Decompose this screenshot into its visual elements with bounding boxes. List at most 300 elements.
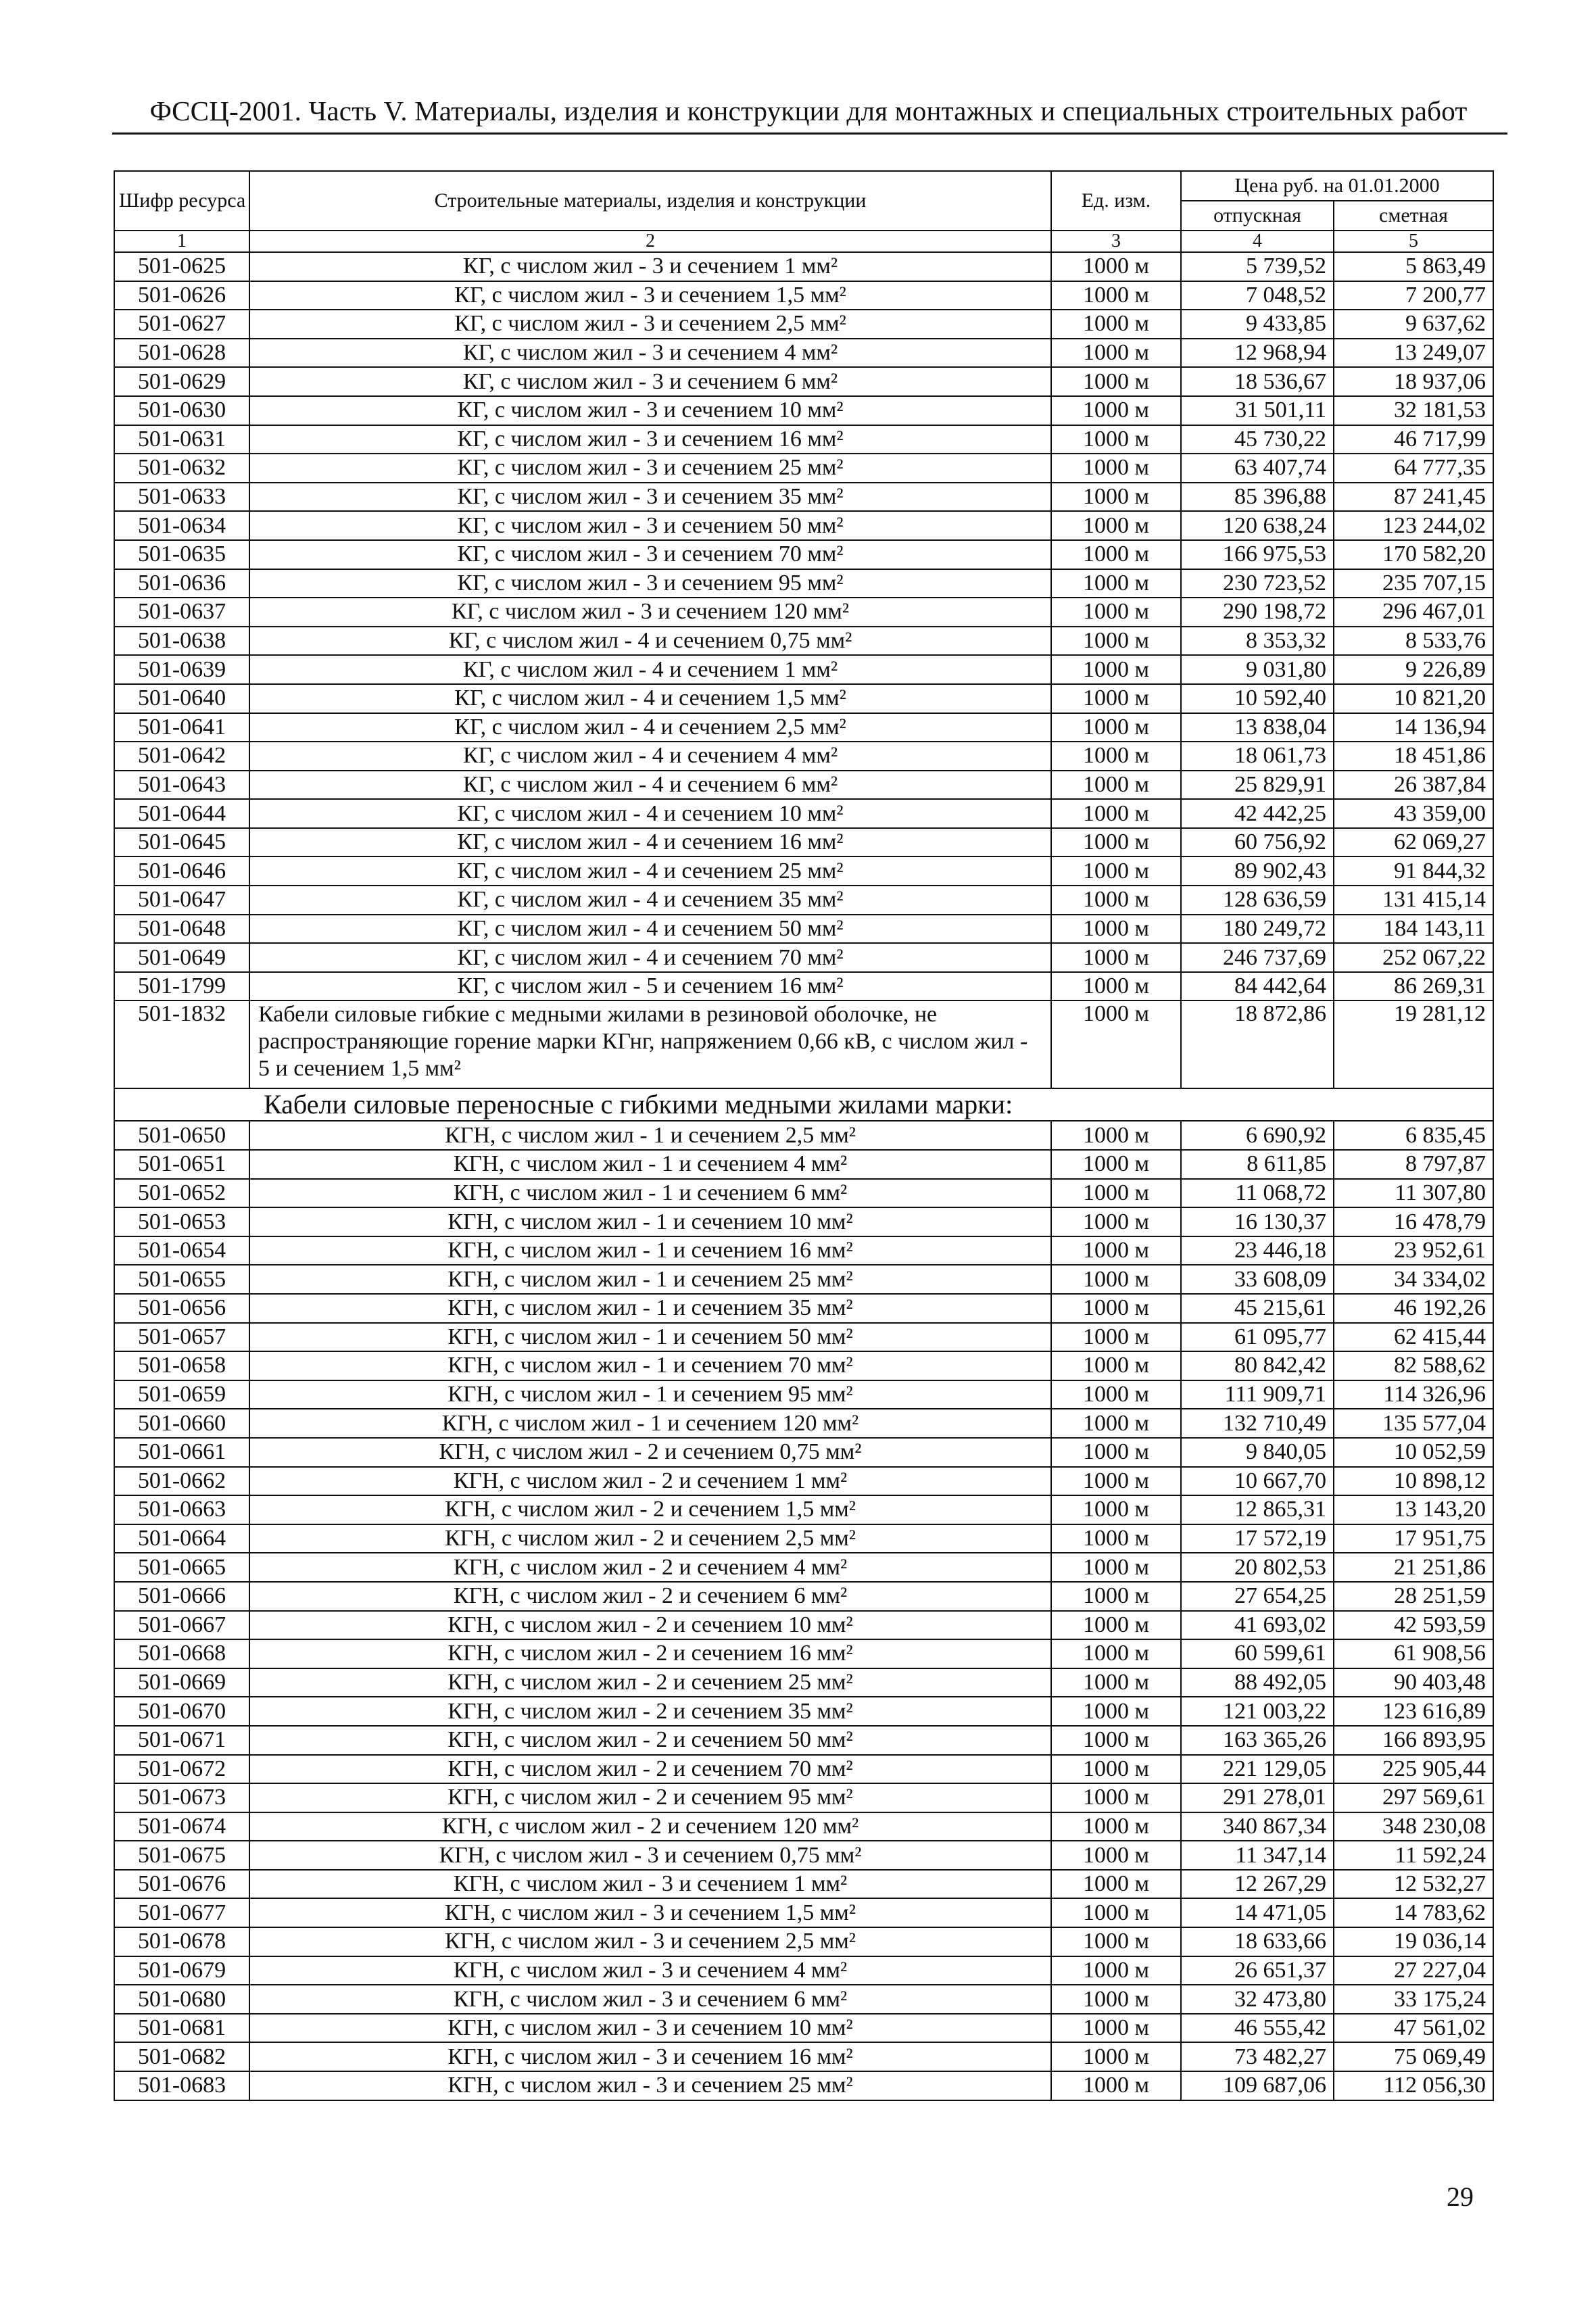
release-price: 45 730,22 xyxy=(1181,425,1334,454)
unit: 1000 м xyxy=(1051,1611,1181,1640)
release-price: 33 608,09 xyxy=(1181,1265,1334,1294)
table-row xyxy=(114,655,1493,684)
estimate-price: 348 230,08 xyxy=(1334,1812,1493,1841)
release-price: 8 611,85 xyxy=(1181,1150,1334,1179)
estimate-price: 235 707,15 xyxy=(1334,569,1493,598)
unit: 1000 м xyxy=(1051,771,1181,800)
release-price: 41 693,02 xyxy=(1181,1611,1334,1640)
release-price: 89 902,43 xyxy=(1181,857,1334,886)
release-price: 6 690,92 xyxy=(1181,1121,1334,1150)
header-release-price: отпускная xyxy=(1181,201,1334,231)
resource-code: 501-0628 xyxy=(114,339,249,368)
release-price: 12 968,94 xyxy=(1181,339,1334,368)
release-price: 11 347,14 xyxy=(1181,1841,1334,1870)
material-name: КГН, с числом жил - 1 и сечением 4 мм² xyxy=(249,1150,1051,1179)
release-price: 121 003,22 xyxy=(1181,1697,1334,1726)
col-number: 1 xyxy=(114,231,249,252)
material-name: КГ, с числом жил - 3 и сечением 1,5 мм² xyxy=(249,281,1051,310)
release-price: 10 592,40 xyxy=(1181,684,1334,713)
release-price: 25 829,91 xyxy=(1181,771,1334,800)
resource-code: 501-0662 xyxy=(114,1467,249,1496)
unit: 1000 м xyxy=(1051,943,1181,972)
unit: 1000 м xyxy=(1051,1150,1181,1179)
material-name: КГН, с числом жил - 2 и сечением 95 мм² xyxy=(249,1783,1051,1812)
table-row xyxy=(114,1870,1493,1899)
material-name: КГН, с числом жил - 2 и сечением 10 мм² xyxy=(249,1611,1051,1640)
material-name: КГ, с числом жил - 4 и сечением 2,5 мм² xyxy=(249,713,1051,742)
estimate-price: 46 717,99 xyxy=(1334,425,1493,454)
estimate-price: 10 821,20 xyxy=(1334,684,1493,713)
resource-code: 501-0633 xyxy=(114,483,249,512)
estimate-price: 8 533,76 xyxy=(1334,627,1493,656)
table-row xyxy=(114,1380,1493,1409)
release-price: 5 739,52 xyxy=(1181,252,1334,281)
release-price: 85 396,88 xyxy=(1181,483,1334,512)
material-name: КГН, с числом жил - 1 и сечением 35 мм² xyxy=(249,1294,1051,1323)
unit: 1000 м xyxy=(1051,1495,1181,1524)
estimate-price: 33 175,24 xyxy=(1334,1985,1493,2014)
resource-code: 501-0643 xyxy=(114,771,249,800)
estimate-price: 47 561,02 xyxy=(1334,2014,1493,2043)
estimate-price: 11 592,24 xyxy=(1334,1841,1493,1870)
estimate-price: 34 334,02 xyxy=(1334,1265,1493,1294)
header-estimate-price: сметная xyxy=(1334,201,1493,231)
resource-code: 501-0653 xyxy=(114,1207,249,1236)
table-row xyxy=(114,2014,1493,2043)
table-row xyxy=(114,1265,1493,1294)
material-name: КГ, с числом жил - 3 и сечением 1 мм² xyxy=(249,252,1051,281)
material-name: КГН, с числом жил - 1 и сечением 70 мм² xyxy=(249,1351,1051,1380)
estimate-price: 61 908,56 xyxy=(1334,1639,1493,1668)
material-name: КГ, с числом жил - 3 и сечением 120 мм² xyxy=(249,598,1051,627)
material-name: КГ, с числом жил - 4 и сечением 35 мм² xyxy=(249,886,1051,915)
release-price: 132 710,49 xyxy=(1181,1409,1334,1438)
material-name: КГН, с числом жил - 3 и сечением 2,5 мм² xyxy=(249,1927,1051,1956)
release-price: 290 198,72 xyxy=(1181,598,1334,627)
unit: 1000 м xyxy=(1051,1179,1181,1208)
resource-code: 501-0630 xyxy=(114,396,249,425)
unit: 1000 м xyxy=(1051,1207,1181,1236)
estimate-price: 9 637,62 xyxy=(1334,310,1493,339)
estimate-price: 19 281,12 xyxy=(1334,1000,1493,1088)
unit: 1000 м xyxy=(1051,828,1181,857)
resource-code: 501-0664 xyxy=(114,1524,249,1553)
release-price: 84 442,64 xyxy=(1181,972,1334,1001)
resource-code: 501-0629 xyxy=(114,367,249,396)
section-title: Кабели силовые переносные с гибкими медными жилами марки: xyxy=(114,1088,1493,1121)
unit: 1000 м xyxy=(1051,1236,1181,1265)
material-name: КГН, с числом жил - 3 и сечением 16 мм² xyxy=(249,2042,1051,2071)
material-name: КГН, с числом жил - 2 и сечением 35 мм² xyxy=(249,1697,1051,1726)
release-price: 27 654,25 xyxy=(1181,1582,1334,1611)
estimate-price: 16 478,79 xyxy=(1334,1207,1493,1236)
material-name: КГ, с числом жил - 4 и сечением 6 мм² xyxy=(249,771,1051,800)
estimate-price: 46 192,26 xyxy=(1334,1294,1493,1323)
unit: 1000 м xyxy=(1051,1755,1181,1784)
table-row xyxy=(114,1726,1493,1755)
material-name: КГ, с числом жил - 3 и сечением 50 мм² xyxy=(249,511,1051,540)
table-row xyxy=(114,1409,1493,1438)
release-price: 42 442,25 xyxy=(1181,799,1334,828)
table-row xyxy=(114,540,1493,569)
estimate-price: 13 249,07 xyxy=(1334,339,1493,368)
release-price: 14 471,05 xyxy=(1181,1898,1334,1927)
table-row xyxy=(114,1985,1493,2014)
material-name: КГ, с числом жил - 4 и сечением 70 мм² xyxy=(249,943,1051,972)
table-row xyxy=(114,915,1493,944)
table-row xyxy=(114,281,1493,310)
table-row xyxy=(114,972,1493,1001)
material-name: КГН, с числом жил - 2 и сечением 50 мм² xyxy=(249,1726,1051,1755)
unit: 1000 м xyxy=(1051,1438,1181,1467)
release-price: 63 407,74 xyxy=(1181,454,1334,483)
material-name: КГ, с числом жил - 4 и сечением 1,5 мм² xyxy=(249,684,1051,713)
resource-code: 501-0670 xyxy=(114,1697,249,1726)
estimate-price: 19 036,14 xyxy=(1334,1927,1493,1956)
release-price: 128 636,59 xyxy=(1181,886,1334,915)
release-price: 9 031,80 xyxy=(1181,655,1334,684)
resource-code: 501-0648 xyxy=(114,915,249,944)
table-row xyxy=(114,425,1493,454)
material-name: КГН, с числом жил - 1 и сечением 120 мм² xyxy=(249,1409,1051,1438)
resource-code: 501-1799 xyxy=(114,972,249,1001)
table-row xyxy=(114,511,1493,540)
table-row xyxy=(114,1236,1493,1265)
estimate-price: 131 415,14 xyxy=(1334,886,1493,915)
material-name: КГ, с числом жил - 4 и сечением 10 мм² xyxy=(249,799,1051,828)
table-row xyxy=(114,1697,1493,1726)
table-row xyxy=(114,598,1493,627)
material-name: Кабели силовые гибкие с медными жилами в резиновой оболочке, не распространяющие горение марки КГнг, напряжением 0,66 кВ, с числом жил - 5 и сечением 1,5 мм² xyxy=(249,1000,1051,1088)
material-name: КГ, с числом жил - 3 и сечением 25 мм² xyxy=(249,454,1051,483)
material-name: КГН, с числом жил - 3 и сечением 6 мм² xyxy=(249,1985,1051,2014)
estimate-price: 296 467,01 xyxy=(1334,598,1493,627)
table-row xyxy=(114,569,1493,598)
unit: 1000 м xyxy=(1051,367,1181,396)
material-name: КГ, с числом жил - 3 и сечением 10 мм² xyxy=(249,396,1051,425)
table-row xyxy=(114,684,1493,713)
release-price: 111 909,71 xyxy=(1181,1380,1334,1409)
release-price: 60 756,92 xyxy=(1181,828,1334,857)
estimate-price: 297 569,61 xyxy=(1334,1783,1493,1812)
material-name: КГН, с числом жил - 1 и сечением 16 мм² xyxy=(249,1236,1051,1265)
resource-code: 501-0666 xyxy=(114,1582,249,1611)
material-name: КГН, с числом жил - 2 и сечением 0,75 мм² xyxy=(249,1438,1051,1467)
unit: 1000 м xyxy=(1051,569,1181,598)
estimate-price: 252 067,22 xyxy=(1334,943,1493,972)
resource-code: 501-0638 xyxy=(114,627,249,656)
table-row xyxy=(114,339,1493,368)
release-price: 11 068,72 xyxy=(1181,1179,1334,1208)
estimate-price: 27 227,04 xyxy=(1334,1956,1493,1985)
table-row xyxy=(114,1179,1493,1208)
estimate-price: 135 577,04 xyxy=(1334,1409,1493,1438)
material-name: КГН, с числом жил - 1 и сечением 6 мм² xyxy=(249,1179,1051,1208)
estimate-price: 13 143,20 xyxy=(1334,1495,1493,1524)
estimate-price: 10 052,59 xyxy=(1334,1438,1493,1467)
unit: 1000 м xyxy=(1051,1582,1181,1611)
resource-code: 501-0675 xyxy=(114,1841,249,1870)
unit: 1000 м xyxy=(1051,1323,1181,1352)
table-row xyxy=(114,2042,1493,2071)
estimate-price: 28 251,59 xyxy=(1334,1582,1493,1611)
table-row xyxy=(114,454,1493,483)
estimate-price: 123 616,89 xyxy=(1334,1697,1493,1726)
release-price: 221 129,05 xyxy=(1181,1755,1334,1784)
unit: 1000 м xyxy=(1051,713,1181,742)
estimate-price: 42 593,59 xyxy=(1334,1611,1493,1640)
table-row xyxy=(114,310,1493,339)
release-price: 60 599,61 xyxy=(1181,1639,1334,1668)
estimate-price: 8 797,87 xyxy=(1334,1150,1493,1179)
header-price: Цена руб. на 01.01.2000 xyxy=(1181,171,1493,201)
section-row xyxy=(114,1088,1493,1121)
release-price: 13 838,04 xyxy=(1181,713,1334,742)
resource-code: 501-0642 xyxy=(114,742,249,771)
release-price: 12 865,31 xyxy=(1181,1495,1334,1524)
material-name: КГН, с числом жил - 3 и сечением 1 мм² xyxy=(249,1870,1051,1899)
resource-code: 501-0658 xyxy=(114,1351,249,1380)
release-price: 73 482,27 xyxy=(1181,2042,1334,2071)
estimate-price: 12 532,27 xyxy=(1334,1870,1493,1899)
release-price: 9 433,85 xyxy=(1181,310,1334,339)
unit: 1000 м xyxy=(1051,339,1181,368)
resource-code: 501-0644 xyxy=(114,799,249,828)
estimate-price: 225 905,44 xyxy=(1334,1755,1493,1784)
resource-code: 501-0651 xyxy=(114,1150,249,1179)
unit: 1000 м xyxy=(1051,252,1181,281)
unit: 1000 м xyxy=(1051,1639,1181,1668)
resource-code: 501-0665 xyxy=(114,1553,249,1582)
material-name: КГ, с числом жил - 3 и сечением 70 мм² xyxy=(249,540,1051,569)
unit: 1000 м xyxy=(1051,1898,1181,1927)
material-name: КГ, с числом жил - 4 и сечением 1 мм² xyxy=(249,655,1051,684)
table-body-kg xyxy=(114,252,1493,1000)
table-row xyxy=(114,857,1493,886)
table-row xyxy=(114,1294,1493,1323)
material-name: КГ, с числом жил - 3 и сечением 2,5 мм² xyxy=(249,310,1051,339)
release-price: 9 840,05 xyxy=(1181,1438,1334,1467)
table-row xyxy=(114,1438,1493,1467)
resource-code: 501-0682 xyxy=(114,2042,249,2071)
estimate-price: 18 937,06 xyxy=(1334,367,1493,396)
table-row xyxy=(114,1956,1493,1985)
table-row xyxy=(114,1783,1493,1812)
resource-code: 501-0626 xyxy=(114,281,249,310)
table-row xyxy=(114,1351,1493,1380)
estimate-price: 114 326,96 xyxy=(1334,1380,1493,1409)
release-price: 340 867,34 xyxy=(1181,1812,1334,1841)
material-name: КГН, с числом жил - 3 и сечением 25 мм² xyxy=(249,2071,1051,2100)
table-row xyxy=(114,483,1493,512)
resource-code: 501-0635 xyxy=(114,540,249,569)
unit: 1000 м xyxy=(1051,1294,1181,1323)
material-name: КГН, с числом жил - 2 и сечением 6 мм² xyxy=(249,1582,1051,1611)
unit: 1000 м xyxy=(1051,1812,1181,1841)
unit: 1000 м xyxy=(1051,655,1181,684)
unit: 1000 м xyxy=(1051,540,1181,569)
unit: 1000 м xyxy=(1051,1265,1181,1294)
resource-code: 501-0683 xyxy=(114,2071,249,2100)
material-name: КГ, с числом жил - 4 и сечением 4 мм² xyxy=(249,742,1051,771)
table-row xyxy=(114,1467,1493,1496)
table-row xyxy=(114,627,1493,656)
resource-code: 501-0677 xyxy=(114,1898,249,1927)
material-name: КГН, с числом жил - 2 и сечением 2,5 мм² xyxy=(249,1524,1051,1553)
resource-code: 501-0641 xyxy=(114,713,249,742)
resource-code: 501-0646 xyxy=(114,857,249,886)
material-name: КГ, с числом жил - 3 и сечением 95 мм² xyxy=(249,569,1051,598)
resource-code: 501-0673 xyxy=(114,1783,249,1812)
col-number: 4 xyxy=(1181,231,1334,252)
estimate-price: 6 835,45 xyxy=(1334,1121,1493,1150)
unit: 1000 м xyxy=(1051,684,1181,713)
material-name: КГ, с числом жил - 4 и сечением 16 мм² xyxy=(249,828,1051,857)
release-price: 246 737,69 xyxy=(1181,943,1334,972)
release-price: 7 048,52 xyxy=(1181,281,1334,310)
resource-code: 501-0674 xyxy=(114,1812,249,1841)
resource-code: 501-0627 xyxy=(114,310,249,339)
table-row xyxy=(114,2071,1493,2100)
resource-code: 501-0650 xyxy=(114,1121,249,1150)
resource-code: 501-0657 xyxy=(114,1323,249,1352)
unit: 1000 м xyxy=(1051,972,1181,1001)
material-name: КГ, с числом жил - 5 и сечением 16 мм² xyxy=(249,972,1051,1001)
estimate-price: 62 415,44 xyxy=(1334,1323,1493,1352)
unit: 1000 м xyxy=(1051,1927,1181,1956)
table-row xyxy=(114,1812,1493,1841)
release-price: 180 249,72 xyxy=(1181,915,1334,944)
estimate-price: 166 893,95 xyxy=(1334,1726,1493,1755)
material-name: КГ, с числом жил - 4 и сечением 25 мм² xyxy=(249,857,1051,886)
material-name: КГН, с числом жил - 1 и сечением 50 мм² xyxy=(249,1323,1051,1352)
resource-code: 501-0654 xyxy=(114,1236,249,1265)
table-row xyxy=(114,1207,1493,1236)
release-price: 17 572,19 xyxy=(1181,1524,1334,1553)
unit: 1000 м xyxy=(1051,396,1181,425)
estimate-price: 90 403,48 xyxy=(1334,1668,1493,1697)
release-price: 120 638,24 xyxy=(1181,511,1334,540)
table-row xyxy=(114,886,1493,915)
unit: 1000 м xyxy=(1051,2071,1181,2100)
unit: 1000 м xyxy=(1051,1956,1181,1985)
table-row xyxy=(114,1323,1493,1352)
estimate-price: 17 951,75 xyxy=(1334,1524,1493,1553)
material-name: КГН, с числом жил - 3 и сечением 4 мм² xyxy=(249,1956,1051,1985)
material-name: КГН, с числом жил - 2 и сечением 70 мм² xyxy=(249,1755,1051,1784)
table-row xyxy=(114,1898,1493,1927)
material-name: КГН, с числом жил - 1 и сечением 25 мм² xyxy=(249,1265,1051,1294)
material-name: КГН, с числом жил - 2 и сечением 25 мм² xyxy=(249,1668,1051,1697)
resource-code: 501-0645 xyxy=(114,828,249,857)
header-rule xyxy=(112,132,1507,135)
unit: 1000 м xyxy=(1051,1726,1181,1755)
resource-code: 501-0632 xyxy=(114,454,249,483)
unit: 1000 м xyxy=(1051,511,1181,540)
resource-code: 501-0625 xyxy=(114,252,249,281)
table-row xyxy=(114,799,1493,828)
release-price: 230 723,52 xyxy=(1181,569,1334,598)
unit: 1000 м xyxy=(1051,598,1181,627)
estimate-price: 26 387,84 xyxy=(1334,771,1493,800)
table-row xyxy=(114,742,1493,771)
release-price: 45 215,61 xyxy=(1181,1294,1334,1323)
estimate-price: 11 307,80 xyxy=(1334,1179,1493,1208)
table-row xyxy=(114,1841,1493,1870)
estimate-price: 86 269,31 xyxy=(1334,972,1493,1001)
estimate-price: 21 251,86 xyxy=(1334,1553,1493,1582)
table-body-kgng xyxy=(114,1000,1493,1121)
unit: 1000 м xyxy=(1051,857,1181,886)
unit: 1000 м xyxy=(1051,310,1181,339)
resource-code: 501-0634 xyxy=(114,511,249,540)
header-name: Строительные материалы, изделия и конструкции xyxy=(249,171,1051,231)
estimate-price: 18 451,86 xyxy=(1334,742,1493,771)
resource-code: 501-0678 xyxy=(114,1927,249,1956)
estimate-price: 170 582,20 xyxy=(1334,540,1493,569)
unit: 1000 м xyxy=(1051,454,1181,483)
table-row xyxy=(114,396,1493,425)
resource-code: 501-0668 xyxy=(114,1639,249,1668)
material-name: КГ, с числом жил - 4 и сечением 0,75 мм² xyxy=(249,627,1051,656)
table-row xyxy=(114,1150,1493,1179)
release-price: 16 130,37 xyxy=(1181,1207,1334,1236)
table-row xyxy=(114,771,1493,800)
estimate-price: 184 143,11 xyxy=(1334,915,1493,944)
release-price: 31 501,11 xyxy=(1181,396,1334,425)
release-price: 109 687,06 xyxy=(1181,2071,1334,2100)
unit: 1000 м xyxy=(1051,1351,1181,1380)
estimate-price: 43 359,00 xyxy=(1334,799,1493,828)
resource-code: 501-0659 xyxy=(114,1380,249,1409)
resource-code: 501-0672 xyxy=(114,1755,249,1784)
estimate-price: 123 244,02 xyxy=(1334,511,1493,540)
release-price: 163 365,26 xyxy=(1181,1726,1334,1755)
material-name: КГН, с числом жил - 2 и сечением 120 мм² xyxy=(249,1812,1051,1841)
release-price: 8 353,32 xyxy=(1181,627,1334,656)
estimate-price: 9 226,89 xyxy=(1334,655,1493,684)
estimate-price: 7 200,77 xyxy=(1334,281,1493,310)
estimate-price: 87 241,45 xyxy=(1334,483,1493,512)
header-code: Шифр ресурса xyxy=(114,171,249,231)
release-price: 291 278,01 xyxy=(1181,1783,1334,1812)
unit: 1000 м xyxy=(1051,1985,1181,2014)
unit: 1000 м xyxy=(1051,425,1181,454)
release-price: 26 651,37 xyxy=(1181,1956,1334,1985)
estimate-price: 112 056,30 xyxy=(1334,2071,1493,2100)
estimate-price: 23 952,61 xyxy=(1334,1236,1493,1265)
material-name: КГН, с числом жил - 3 и сечением 0,75 мм² xyxy=(249,1841,1051,1870)
resource-code: 501-0681 xyxy=(114,2014,249,2043)
resource-code: 501-0637 xyxy=(114,598,249,627)
resource-code: 501-0680 xyxy=(114,1985,249,2014)
estimate-price: 62 069,27 xyxy=(1334,828,1493,857)
resource-code: 501-0669 xyxy=(114,1668,249,1697)
unit: 1000 м xyxy=(1051,1524,1181,1553)
resource-code: 501-0667 xyxy=(114,1611,249,1640)
unit: 1000 м xyxy=(1051,1783,1181,1812)
resource-code: 501-0679 xyxy=(114,1956,249,1985)
release-price: 18 872,86 xyxy=(1181,1000,1334,1088)
table-row xyxy=(114,1000,1493,1088)
material-name: КГ, с числом жил - 4 и сечением 50 мм² xyxy=(249,915,1051,944)
resource-code: 501-0647 xyxy=(114,886,249,915)
table-row xyxy=(114,367,1493,396)
table-row xyxy=(114,828,1493,857)
resource-code: 501-0671 xyxy=(114,1726,249,1755)
unit: 1000 м xyxy=(1051,1467,1181,1496)
material-name: КГН, с числом жил - 1 и сечением 95 мм² xyxy=(249,1380,1051,1409)
